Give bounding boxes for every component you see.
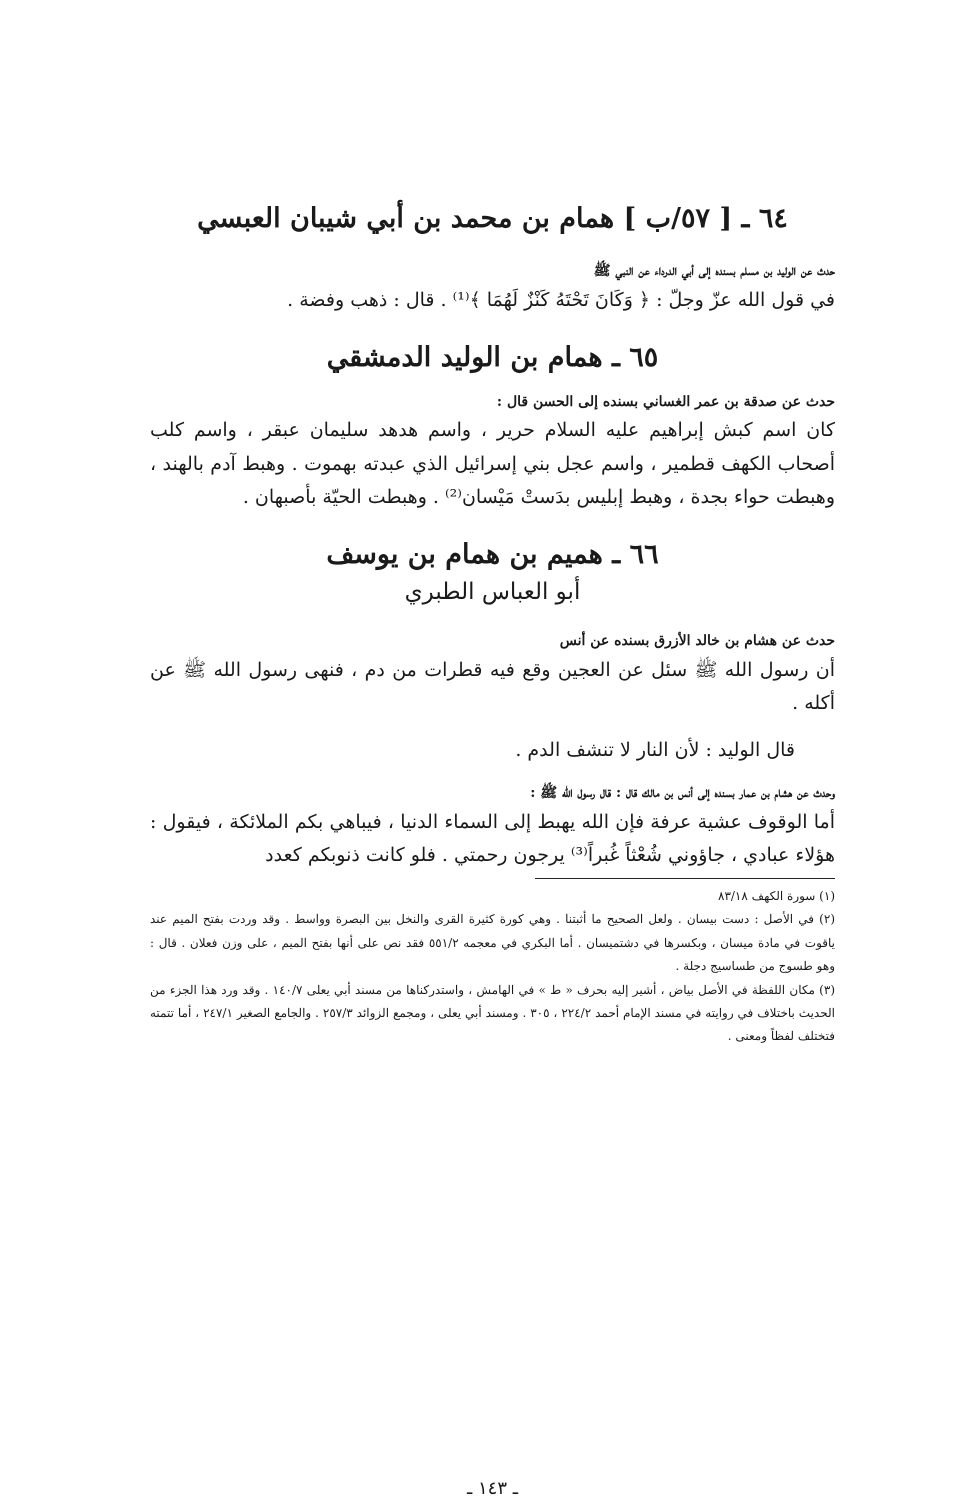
text-64: في قول الله عزّ وجلّ : ﴿ وَكَانَ تَحْتَهُ كَنْزٌ لَهُمَا ﴾⁽¹⁾ . قال : ذهب وفضة . xyxy=(287,288,835,311)
footnotes xyxy=(150,885,835,1049)
isnad-66-b: وحدث عن هشام بن عمار بسنده إلى أنس بن مالك قال : قال رسول الله ﷺ : xyxy=(530,784,835,801)
text-65: كان اسم كبش إبراهيم عليه السلام حرير ، واسم هدهد سليمان عبقر ، واسم كلب أصحاب الكهف قطمير ، واسم عجل بني إسرائيل الذي عبدته بهموت . وهبط آدم بالهند ، وهبطت حواء بجدة ، وهبط إبليس بدَستْ مَيْسان⁽²⁾ . وهبطت الحيّة بأصبهان . xyxy=(150,419,835,508)
footnote-3: (٣) مكان اللفظة في الأصل بياض ، أشير إليه بحرف « ط » في الهامش ، واستدركناها من مسند أبي يعلى ١٤٠/٧ . وقد ورد هذا الجزء من الحديث باختلاف في روايته في مسند الإمام أحمد ٢٢٤/٢ ، ٣٠٥ . ومسند أبي يعلى ، ومجمع الزوائد ٢٥٧/٣ . والجامع الصغير ٢٤٧/١ ، أما تتمته فتختلف لفظاً ومعنى . xyxy=(150,982,835,1044)
isnad-66-a: حدث عن هشام بن خالد الأزرق بسنده عن أنس xyxy=(559,633,835,650)
page-number: ـ ١٤٣ ـ xyxy=(466,1478,518,1499)
entry-subtitle-66: أبو العباس الطبري xyxy=(404,578,581,605)
isnad-64: حدث عن الوليد بن مسلم بسنده إلى أبي الدرداء عن النبي ﷺ xyxy=(593,262,835,279)
book-page xyxy=(150,200,836,1499)
text-66-b: قال الوليد : لأن النار لا تنشف الدم . xyxy=(515,739,795,762)
footnote-divider xyxy=(535,878,835,879)
text-66-a: أن رسول الله ﷺ سئل عن العجين وقع فيه قطرات من دم ، فنهى رسول الله ﷺ عن أكله . xyxy=(150,658,835,715)
entry-title-65: ٦٥ ـ همام بن الوليد الدمشقي xyxy=(326,341,659,373)
isnad-65: حدث عن صدقة بن عمر الغساني بسنده إلى الحسن قال : xyxy=(496,393,835,410)
text-66-c: أما الوقوف عشية عرفة فإن الله يهبط إلى السماء الدنيا ، فيباهي بكم الملائكة ، فيقول : هؤلاء عبادي ، جاؤوني شُعْثاً غُبراً⁽³⁾ يرجون رحمتي . فلو كانت ذنوبكم كعدد xyxy=(150,810,835,866)
entry-title-66: ٦٦ ـ هميم بن همام بن يوسف xyxy=(326,539,659,571)
footnote-2: (٢) في الأصل : دست بيسان . ولعل الصحيح ما أثبتنا . وهي كورة كثيرة القرى والنخل بين البصرة وواسط . وقد وردت بفتح الميم عند ياقوت في مادة ميسان ، وبكسرها في دشتميسان . أما البكري في معجمه ٥٥١/٢ فقد نص على أنها بفتح الميم ، على وزن فعلان . قال : وهو طسوج من طساسيج دجلة . xyxy=(150,912,836,974)
footnote-1: (١) سورة الكهف ٨٣/١٨ xyxy=(718,889,835,904)
entry-title-64: ٦٤ ـ [ ٥٧/ب ] همام بن محمد بن أبي شيبان العبسي xyxy=(197,203,788,234)
